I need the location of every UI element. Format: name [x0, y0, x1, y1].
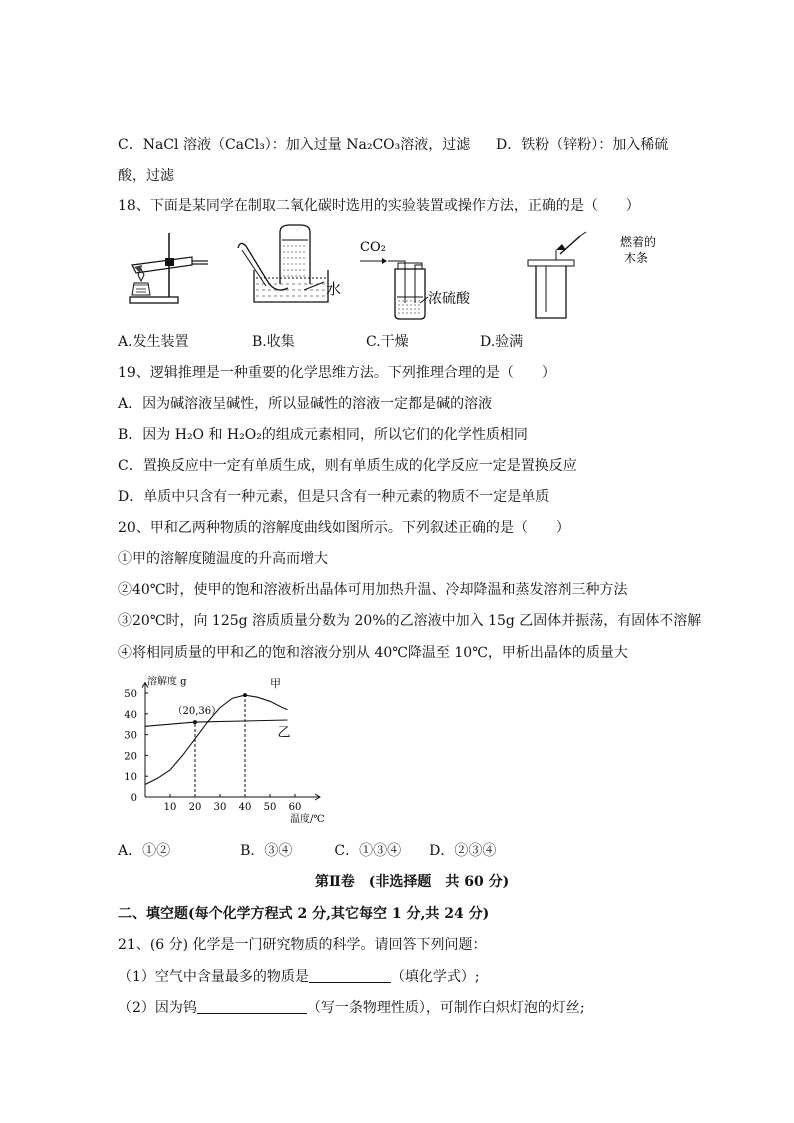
q19-option-a: A．因为碱溶液呈碱性，所以显碱性的溶液一定都是碱的溶液 — [118, 396, 493, 412]
apparatus-c-drying — [360, 235, 485, 320]
q21-stem: 21、(6 分) 化学是一门研究物质的科学。请回答下列问题： — [118, 937, 487, 953]
x-tick-label: 30 — [213, 802, 227, 813]
q20-statement-3: ③20℃时，向 125g 溶质质量分数为 20%的乙溶液中加入 15g 乙固体并振荡，有固体不溶解 — [118, 613, 702, 629]
solubility-chart — [115, 670, 330, 830]
apparatus-d-verify-full — [520, 228, 670, 328]
q19-option-c: C．置换反应中一定有单质生成，则有单质生成的化学反应一定是置换反应 — [118, 458, 577, 474]
q20-stem: 20、甲和乙两种物质的溶解度曲线如图所示。下列叙述正确的是（ ） — [118, 520, 570, 536]
q21-blank-1[interactable] — [309, 968, 391, 983]
section-heading: 二、填空题(每个化学方程式 2 分,其它每空 1 分,共 24 分) — [118, 906, 490, 922]
q17-option-d: D．铁粉（锌粉）：加入稀硫 — [496, 137, 669, 153]
y-tick-label: 50 — [124, 689, 137, 700]
q18-option-a: A.发生装置 — [118, 334, 189, 350]
x-tick-label: 60 — [288, 802, 302, 813]
q21-part2-hint: （写一条物理性质），可制作白炽灯泡的灯丝; — [306, 1000, 585, 1016]
series-label-jia: 甲 — [270, 676, 281, 690]
annotation-20-36: （20,36） — [172, 705, 222, 717]
q20-statement-4: ④将相同质量的甲和乙的饱和溶液分别从 40℃降温至 10℃，甲析出晶体的质量大 — [118, 645, 628, 661]
x-tick-label: 10 — [163, 802, 177, 813]
q18-option-c: C.干燥 — [366, 334, 409, 350]
q20-statement-2: ②40℃时，使甲的饱和溶液析出晶体可用加热升温、冷却降温和蒸发溶剂三种方法 — [118, 582, 628, 598]
q20-options: A．①② B．③④ C．①③④ D．②③④ — [118, 843, 497, 859]
section-title: 第Ⅱ卷 (非选择题 共 60 分) — [315, 874, 510, 890]
y-tick-label: 20 — [124, 751, 137, 763]
label-burning-stick-1: 燃着的 — [620, 235, 657, 249]
x-tick-label: 50 — [263, 802, 277, 813]
q19-option-d: D．单质中只含有一种元素，但是只含有一种元素的物质不一定是单质 — [118, 489, 550, 505]
q18-stem: 18、下面是某同学在制取二氧化碳时选用的实验装置或操作方法，正确的是（ ） — [118, 198, 640, 214]
label-burning-stick-2: 木条 — [624, 251, 649, 265]
label-conc-acid: 浓硫酸 — [428, 291, 470, 307]
point-20-36 — [193, 720, 197, 724]
q21-part2 — [118, 998, 585, 1018]
q21-part1 — [118, 967, 480, 987]
y-tick-label: 10 — [124, 772, 137, 784]
q21-blank-2[interactable] — [197, 999, 307, 1014]
label-water: 水 — [326, 280, 342, 298]
q20-statement-1: ①甲的溶解度随温度的升高而增大 — [118, 551, 328, 567]
label-co2: CO₂ — [360, 240, 386, 255]
x-tick-label: 40 — [238, 802, 252, 813]
q17-option-c: C．NaCl 溶液（CaCl₃）：加入过量 Na₂CO₃溶液，过滤 — [118, 137, 471, 153]
q17-option-d-cont: 酸，过滤 — [118, 168, 174, 184]
y-axis-label: 溶解度 g — [147, 676, 187, 688]
point-40-peak — [243, 693, 247, 697]
q21-part2-text: （2）因为钨 — [118, 1000, 197, 1016]
y-tick-label: 30 — [124, 730, 137, 742]
q19-stem: 19、逻辑推理是一种重要的化学思维方法。下列推理合理的是（ ） — [118, 365, 556, 381]
q21-part1-hint: （填化学式）; — [390, 969, 480, 985]
series-label-yi: 乙 — [277, 725, 291, 741]
q18-option-d: D.验满 — [480, 334, 524, 350]
series-line-yi — [145, 720, 288, 726]
apparatus-a-generator — [120, 225, 215, 310]
y-tick-label: 40 — [124, 709, 137, 721]
apparatus-b-collection — [232, 222, 342, 312]
x-tick-label: 20 — [188, 802, 202, 813]
x-axis-label: 温度/℃ — [290, 814, 325, 825]
q21-part1-text: （1）空气中含量最多的物质是 — [118, 969, 309, 985]
q18-option-b: B.收集 — [252, 334, 295, 350]
y-tick-label: 0 — [130, 793, 137, 804]
q19-option-b: B．因为 H₂O 和 H₂O₂的组成元素相同，所以它们的化学性质相同 — [118, 427, 528, 443]
